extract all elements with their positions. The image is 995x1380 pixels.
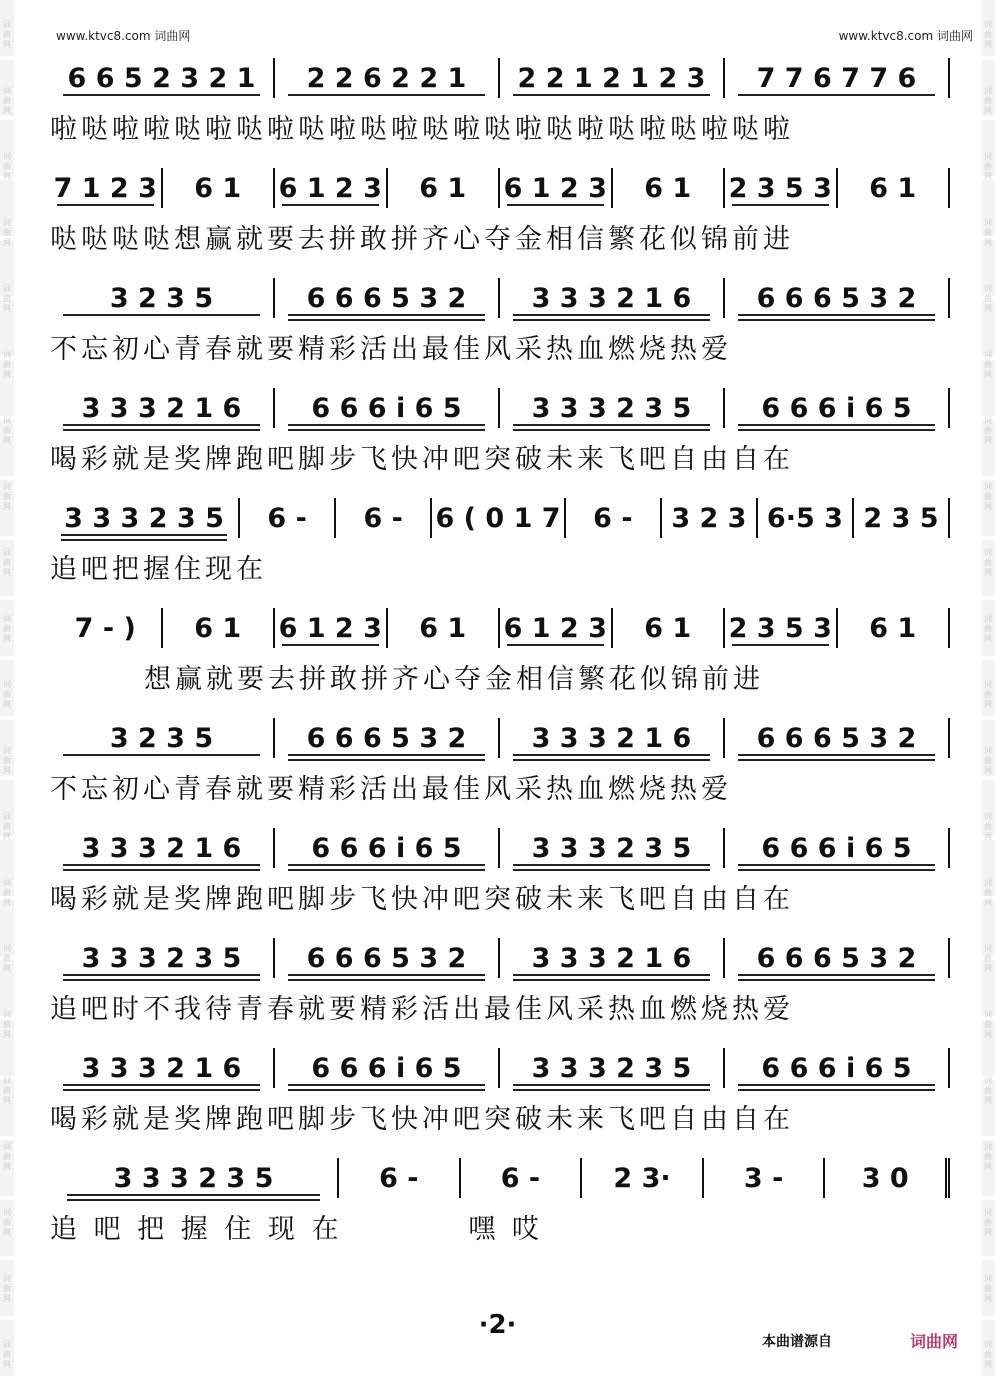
measure: 2 3· <box>582 1158 704 1198</box>
left-margin-watermark <box>0 0 14 1380</box>
system-5 <box>50 498 950 608</box>
measure: 6 6 6 i 6 5 <box>725 388 950 428</box>
watermark-text: 词曲网 <box>3 218 11 247</box>
system-3 <box>50 278 950 388</box>
source-label: 本曲谱源自 <box>762 1334 832 1350</box>
measure: 2 3 5 3 <box>725 168 838 208</box>
watermark-text: 词曲网 <box>984 482 992 511</box>
watermark-text: 词曲网 <box>984 20 992 49</box>
system-4 <box>50 388 950 498</box>
measure: 6 6 6 i 6 5 <box>275 828 500 868</box>
measure: 6 1 <box>613 608 726 648</box>
watermark-text: 词曲网 <box>984 152 992 181</box>
watermark-text: 词曲网 <box>984 1010 992 1039</box>
watermark-text: 词曲网 <box>984 1142 992 1171</box>
measure: 6 6 6 5 3 2 <box>725 718 950 758</box>
watermark-text: 词曲网 <box>984 1076 992 1105</box>
watermark-text: 词曲网 <box>3 812 11 841</box>
measure: 3 2 3 <box>662 498 758 538</box>
measure: 3 - <box>704 1158 826 1198</box>
watermark-text: 词曲网 <box>3 20 11 49</box>
system-10 <box>50 1048 950 1158</box>
watermark-text: 词曲网 <box>984 878 992 907</box>
measure: 2 3 5 <box>854 498 950 538</box>
measure: 3 3 3 2 3 5 <box>50 1158 339 1198</box>
measure: 6 1 <box>838 168 951 208</box>
lyric-line: 喝彩就是奖牌跑吧脚步飞快冲吧突破未来飞吧自由自在 <box>50 443 794 475</box>
measure: 6 ( 0 1 7 <box>432 498 566 538</box>
measure: 3 3 3 2 1 6 <box>50 828 275 868</box>
watermark-text: 词曲网 <box>984 812 992 841</box>
watermark-text: 词曲网 <box>984 680 992 709</box>
site-url-right: www.ktvc8.com 词曲网 <box>838 29 973 43</box>
measure: 6 1 2 3 <box>275 608 388 648</box>
watermark-text: 词曲网 <box>3 548 11 577</box>
watermark-text: 词曲网 <box>3 944 11 973</box>
measure: 6 1 <box>163 608 276 648</box>
measure: 6 1 <box>613 168 726 208</box>
watermark-text: 词曲网 <box>3 1274 11 1303</box>
system-7 <box>50 718 950 828</box>
measure: 2 2 1 2 1 2 3 <box>500 58 725 98</box>
system-9 <box>50 938 950 1048</box>
measure: 6 - <box>339 1158 461 1198</box>
watermark-text: 词曲网 <box>3 416 11 445</box>
lyric-line: 哒哒哒哒想赢就要去拼敢拼齐心夺金相信繁花似锦前进 <box>50 223 794 255</box>
watermark-text: 词曲网 <box>3 284 11 313</box>
watermark-text: 词曲网 <box>984 1340 992 1369</box>
watermark-text: 词曲网 <box>3 482 11 511</box>
lyric-line: 想赢就要去拼敢拼齐心夺金相信繁花似锦前进 <box>144 663 764 695</box>
measure: 3 2 3 5 <box>50 278 275 318</box>
measure: 3 3 3 2 3 5 <box>50 498 240 538</box>
measure: 6 1 <box>163 168 276 208</box>
watermark-text: 词曲网 <box>984 614 992 643</box>
measure: 6 6 6 i 6 5 <box>725 1048 950 1088</box>
system-8 <box>50 828 950 938</box>
measure: 6 6 6 i 6 5 <box>725 828 950 868</box>
watermark-text: 词曲网 <box>3 350 11 379</box>
watermark-text: 词曲网 <box>3 1208 11 1237</box>
measure: 6·5 3 <box>758 498 854 538</box>
system-11 <box>50 1158 950 1268</box>
watermark-text: 词曲网 <box>3 680 11 709</box>
watermark-text: 词曲网 <box>3 152 11 181</box>
measure: 2 2 6 2 2 1 <box>275 58 500 98</box>
lyric-line: 啦哒啦啦哒啦哒啦哒啦哒啦哒啦哒啦哒啦哒啦哒啦哒啦 <box>50 113 794 145</box>
watermark-text: 词曲网 <box>984 416 992 445</box>
measure: 6 1 2 3 <box>275 168 388 208</box>
measure: 6 1 <box>388 608 501 648</box>
measure: 6 6 6 5 3 2 <box>275 718 500 758</box>
watermark-text: 词曲网 <box>3 1010 11 1039</box>
measure: 3 3 3 2 1 6 <box>500 938 725 978</box>
sheet-music <box>50 58 950 1268</box>
lyric-line: 追 吧 把 握 住 现 在 嘿 哎 <box>50 1213 543 1245</box>
watermark-text: 词曲网 <box>984 284 992 313</box>
measure: 3 3 3 2 1 6 <box>500 718 725 758</box>
measure: 6 - <box>240 498 336 538</box>
watermark-text: 词曲网 <box>3 614 11 643</box>
measure: 2 3 5 3 <box>725 608 838 648</box>
measure: 6 6 5 2 3 2 1 <box>50 58 275 98</box>
page-number: ·2· <box>478 1310 517 1340</box>
measure: 3 3 3 2 1 6 <box>500 278 725 318</box>
watermark-text: 词曲网 <box>984 350 992 379</box>
right-margin-watermark <box>981 0 995 1380</box>
lyric-line: 喝彩就是奖牌跑吧脚步飞快冲吧突破未来飞吧自由自在 <box>50 883 794 915</box>
watermark-text: 词曲网 <box>3 1076 11 1105</box>
measure: 3 3 3 2 3 5 <box>50 938 275 978</box>
measure: 7 1 2 3 <box>50 168 163 208</box>
lyric-line: 喝彩就是奖牌跑吧脚步飞快冲吧突破未来飞吧自由自在 <box>50 1103 794 1135</box>
watermark-text: 词曲网 <box>3 86 11 115</box>
watermark-text: 词曲网 <box>3 878 11 907</box>
measure: 3 3 3 2 3 5 <box>500 388 725 428</box>
watermark-text: 词曲网 <box>3 1142 11 1171</box>
watermark-text: 词曲网 <box>984 1208 992 1237</box>
measure: 6 1 <box>388 168 501 208</box>
system-6 <box>50 608 950 718</box>
measure: 6 6 6 5 3 2 <box>725 278 950 318</box>
system-1 <box>50 58 950 168</box>
measure: 6 6 6 5 3 2 <box>725 938 950 978</box>
measure: 6 - <box>566 498 662 538</box>
watermark-text: 词曲网 <box>984 86 992 115</box>
measure: 6 6 6 5 3 2 <box>275 938 500 978</box>
lyric-line: 追吧把握住现在 <box>50 553 267 585</box>
measure: 6 1 2 3 <box>500 168 613 208</box>
measure: 7 7 6 7 7 6 <box>725 58 950 98</box>
measure: 3 2 3 5 <box>50 718 275 758</box>
watermark-text: 词曲网 <box>3 746 11 775</box>
measure: 3 3 3 2 1 6 <box>50 388 275 428</box>
source-site-logo: 词曲网 <box>910 1332 959 1351</box>
watermark-text: 词曲网 <box>984 218 992 247</box>
lyric-line: 追吧时不我待青春就要精彩活出最佳风采热血燃烧热爱 <box>50 993 794 1025</box>
measure: 3 3 3 2 3 5 <box>500 828 725 868</box>
measure: 3 3 3 2 1 6 <box>50 1048 275 1088</box>
measure: 6 6 6 i 6 5 <box>275 388 500 428</box>
watermark-text: 词曲网 <box>984 746 992 775</box>
watermark-text: 词曲网 <box>984 1274 992 1303</box>
watermark-text: 词曲网 <box>984 944 992 973</box>
measure: 6 - <box>461 1158 583 1198</box>
measure: 6 1 2 3 <box>500 608 613 648</box>
measure-final: 3 0 <box>825 1158 950 1198</box>
watermark-text: 词曲网 <box>3 1340 11 1369</box>
measure: 6 6 6 i 6 5 <box>275 1048 500 1088</box>
measure: 6 6 6 5 3 2 <box>275 278 500 318</box>
measure: 3 3 3 2 3 5 <box>500 1048 725 1088</box>
lyric-line: 不忘初心青春就要精彩活出最佳风采热血燃烧热爱 <box>50 333 732 365</box>
lyric-line: 不忘初心青春就要精彩活出最佳风采热血燃烧热爱 <box>50 773 732 805</box>
watermark-text: 词曲网 <box>984 548 992 577</box>
measure: 7 - ) <box>50 608 163 648</box>
site-url-left: www.ktvc8.com 词曲网 <box>56 29 191 43</box>
system-2 <box>50 168 950 278</box>
measure: 6 1 <box>838 608 951 648</box>
measure: 6 - <box>336 498 432 538</box>
